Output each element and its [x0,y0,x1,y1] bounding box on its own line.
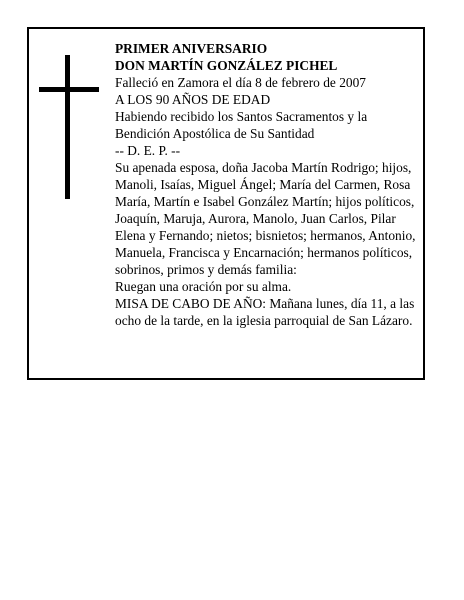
age-line: A LOS 90 AÑOS DE EDAD [115,92,271,107]
prayer-request: Ruegan una oración por su alma. [115,279,292,294]
cross-horizontal-bar [39,87,99,92]
notice-heading-line2: DON MARTÍN GONZÁLEZ PICHEL [115,58,338,73]
notice-text-block [115,40,425,329]
sacraments-line: Habiendo recibido los Santos Sacramentos y la Bendición Apostólica de Su Santidad [115,109,368,141]
cross-icon [39,55,99,199]
notice-heading-line1: PRIMER ANIVERSARIO [115,41,268,56]
obituary-notice [27,27,425,380]
family-paragraph: Su apenada esposa, doña Jacoba Martín Rodrigo; hijos, Manoli, Isaías, Miguel Ángel; María del Carmen, Rosa María, Martín e Isabel González Martín; hijos políticos, Joaquín, Maruja, Aurora, Manolo, Juan Carlos, Pilar Elena y Fernando; nietos; bisnietos; hermanos, Antonio, Manuela, Francisca y Encarnación; hermanos políticos, sobrinos, primos y demás familia: [115,160,416,277]
rip-line: -- D. E. P. -- [115,143,181,158]
death-info: Falleció en Zamora el día 8 de febrero de 2007 [115,75,366,90]
mass-info: MISA DE CABO DE AÑO: Mañana lunes, día 11, a las ocho de la tarde, en la iglesia parroquial de San Lázaro. [115,296,415,328]
cross-vertical-bar [65,55,70,199]
